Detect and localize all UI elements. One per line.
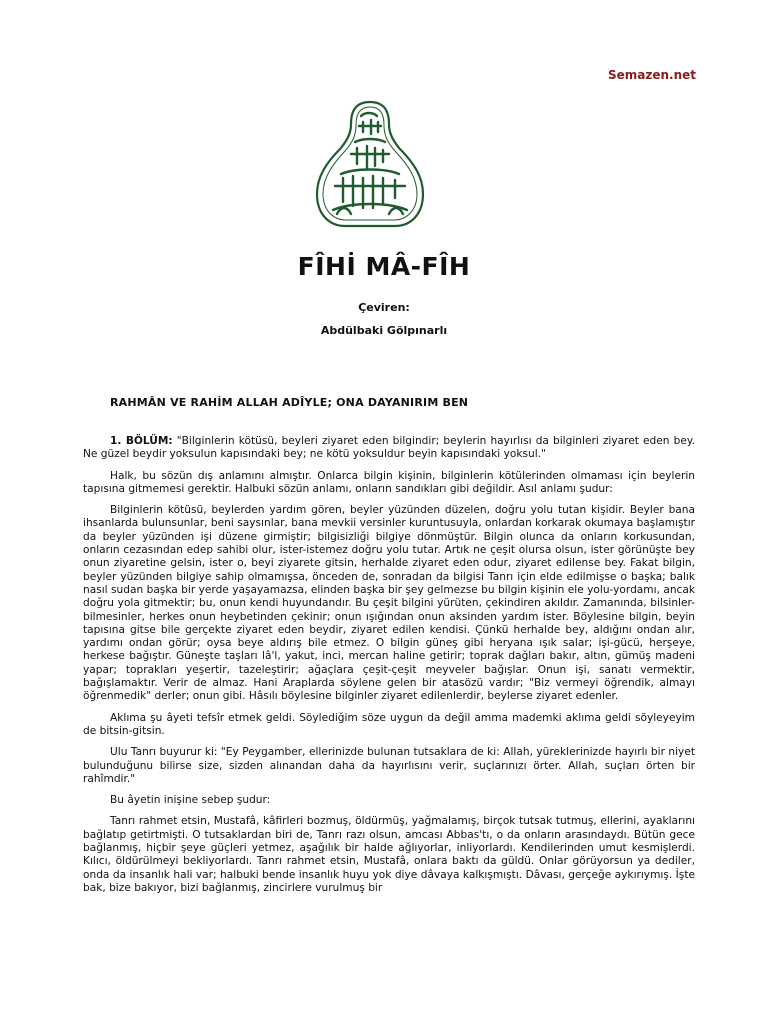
paragraph: Bilginlerin kötüsü, beylerden yardım gören, beyler yüzünden düzelen, doğru yolu tutan kişidir. Beyler bana ihsanlarda bulunsunlar, beni saysınlar, bana mevkii versinler kuruntusuyla, onlardan korkarak okumaya başlamıştır da beyler yüzünden işi düzene girmiştir; bilgisizliği bilgiye dönmüştür. Bilgin olunca da onların korkusundan, onların cezasından edep sahibi olur, ister-istemez doğru yolu tutar. Artık ne çeşit olursa olsun, ister görünüşte bey onun ziyaretine gelsin, ister o, beyi ziyarete gitsin, herhalde ziyaret eden odur, ziyaret edilense bey. Fakat bilgin, beyler yüzünden bilgiye sahip olmamışsa, önceden de, sonradan da bilgisi Tanrı için elde edilmişse o başka; balık nasıl sudan başka bir yerde yaşayamazsa, elinden başka bir şey gelmezse bu bilgin kişinin ele yolu-yordamı, ancak doğru yola gitmektir; bu, onun kendi huyundandır. Bu çeşit bilgini yürüten, çekindiren akıldır. Zamanında, bilsinler-bilmesinler, herkes onun heybetinden çekinir; onun ışığından onun aksinden yardım ister. Böylesine bilgin, beyin tapısına gitse bile gerçekte ziyaret eden beydir, ziyaret edilen kendisi. Çünkü herhalde bey, aldığını ondan alır, yardımı ondan görür; oysa beye aldırış bile etmez. O bilgin güneş gibi heryana ışık salar; işi-gücü, herşeye, herkese bağıştır. Güneşte taşları lâ'l, yakut, inci, mercan haline getirir; toprak dağları bakır, altın, gümüş madeni yapar; toprakları yeşertir, tazeleştirir; ağaçlara çeşit-çeşit meyveler bağışlar. Onun işi, sanatı vermektir, bağışlamaktır. Verir de almaz. Hani Araplarda söylene gelen bir atasözü vardır; "Biz vermeyi öğrendik, almayı öğrenmedik" derler; onun gibi. Hâsılı böylesine bilginler ziyaret edilenlerdir, beylerse ziyaret edenler.: [83, 504, 695, 703]
paragraph-text: "Bilginlerin kötüsü, beyleri ziyaret eden bilgindir; beylerin hayırlısı da bilginleri ziyaret eden bey. Ne güzel beydir yoksulun kapısındaki bey; ne kötü yoksuldur beyin kapısındaki yoksul.": [83, 435, 695, 461]
basmala-heading: RAHMÂN VE RAHİM ALLAH ADÎYLE; ONA DAYANIRIM BEN: [110, 396, 469, 409]
paragraph: Tanrı rahmet etsin, Mustafâ, kâfirleri bozmuş, öldürmüş, yağmalamış, birçok tutsak tutmuş, ellerini, ayaklarını bağlatıp getirtmişti. O tutsaklardan biri de, Tanrı razı olsun, amcası Abbas'tı, o da onların arasındaydı. Bütün gece bağlanmış, hiçbir şeye güçleri yetmez, aşağılık bir halde ağlıyorlar, inliyorlardı. Kendilerinden umut kesmişlerdi. Kılıcı, öldürülmeyi bekliyorlardı. Tanrı rahmet etsin, Mustafâ, onlara baktı da güldü. Onlar görüyorsun ya dediler, onda da insanlık hali var; halbuki bende insanlık huyu yok diye dâvaya kalkışmıştı. Dâvası, gerçeğe aykırıymış. İşte bak, bize bakıyor, bizi bağlanmış, zincirlere vurulmuş bir: [83, 815, 695, 894]
chapter-label: 1. BÖLÜM:: [110, 435, 173, 447]
document-title: FÎHİ MÂ-FÎH: [297, 252, 471, 281]
paragraph: Aklıma şu âyeti tefsîr etmek geldi. Söylediğim söze uygun da değil amma mademki aklıma geldi söyleyeyim de bitsin-gitsin.: [83, 711, 695, 737]
site-link[interactable]: Semazen.net: [607, 68, 696, 82]
translator-label: Çeviren:: [358, 301, 410, 314]
paragraph: Ulu Tanrı buyurur ki: "Ey Peygamber, ellerinizde bulunan tutsaklara de ki: Allah, yüreklerinizde hayırlı bir niyet bulunduğunu bilirse size, sizden alınandan daha da hayırlısını verir, suçlarınızı örter. Allah, suçları örten bir rahîmdir.": [83, 746, 695, 785]
chapter-body: [83, 435, 695, 903]
translator-name: Abdülbaki Gölpınarlı: [320, 324, 448, 337]
paragraph: Bu âyetin inişine sebep şudur:: [110, 794, 271, 807]
calligraphy-seal-icon: [311, 98, 429, 232]
paragraph: [83, 435, 695, 462]
paragraph: Halk, bu sözün dış anlamını almıştır. Onlarca bilgin kişinin, bilginlerin kötülerinden olmaması için beylerin tapısına gitmemesi gerektir. Halbuki sözün anlamı, onların sandıkları gibi değildir. Asıl anlamı şudur:: [83, 469, 695, 495]
